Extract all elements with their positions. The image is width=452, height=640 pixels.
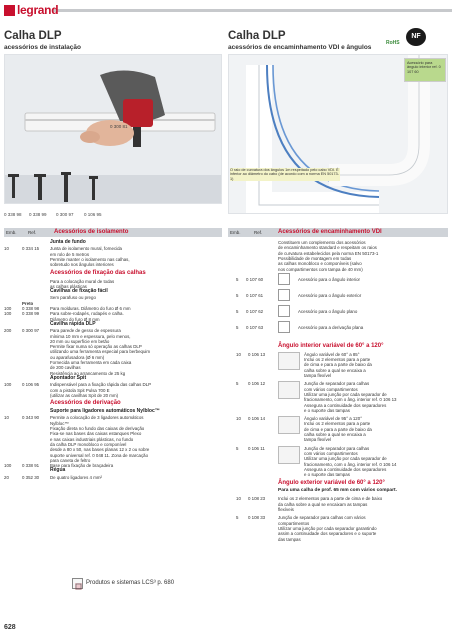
lcs-product-icon — [72, 578, 83, 589]
r-header-section: Acessórios de encaminhamento VDI — [278, 229, 382, 235]
cell-desc: fracionamento, com o âng. interior ref. 0 106 13 — [304, 397, 397, 403]
cell-ref: Preto — [22, 300, 34, 306]
dowels-svg — [4, 172, 222, 214]
cell-ref: 0 334 15 — [22, 246, 40, 252]
cell-ref: 0 338 98 — [22, 306, 40, 311]
cell-desc: calha sobre a qual se encaixa a — [304, 432, 366, 437]
code-0: 0 338 98 — [4, 212, 22, 217]
cell-desc: Régua — [50, 467, 66, 474]
cell-desc: de cima e para a parte de baixo da — [304, 362, 372, 368]
intro-line: de curvatura estabelecidos pela norma EN 50173-1 — [278, 250, 379, 256]
cell-desc: para caneta de feltro — [50, 457, 91, 463]
table-row — [4, 376, 222, 381]
cell-desc: Acessório para a derivação plana — [298, 324, 364, 330]
cell-desc: com vários compartimentos — [304, 450, 358, 456]
cell-desc: Sem parafuso ou prego — [50, 295, 96, 301]
table-row — [4, 393, 222, 398]
angle-thumbnail — [278, 352, 300, 370]
nf-badge: NF — [406, 28, 426, 46]
cell-desc: Fornecida uma ferramenta em cada caixa — [50, 360, 132, 365]
vdi-accessory-icon — [278, 305, 290, 317]
cell-emb: 100 — [4, 463, 12, 469]
cell-desc: de cima e para a parte de baixo da — [304, 426, 372, 432]
vdi-accessory-icon — [278, 321, 290, 333]
cell-desc: Suporte para ligadores automáticos Nylbloc™ — [50, 408, 160, 415]
vdi-accessory-icon — [278, 273, 290, 285]
vdi-row — [228, 325, 448, 343]
intro-line: as calhas monobloco e componíveis (salvo — [278, 261, 362, 267]
section-interior-angle: Ângulo interior variável de 60° a 120° — [278, 342, 384, 349]
cell-emb: 5 — [236, 308, 239, 314]
section-fixing: Acessórios de fixação das calhas — [50, 269, 146, 276]
cell-emb: 5 — [236, 381, 239, 387]
cell-desc: (utilizar as cavilhas Spit de 20 mm) — [50, 392, 119, 398]
cell-desc: compartimentos — [278, 520, 310, 526]
cell-desc: suporte universal ref. 0 048 11. Zona de marcação — [50, 452, 149, 458]
cell-desc: Apontador Spit — [50, 374, 87, 381]
cell-emb: 10 — [4, 415, 9, 421]
cell-desc: Para sobre-rodapés, rodapés e calha. — [50, 311, 124, 317]
cell-desc: De quatro ligadores 4 mm² — [50, 474, 102, 480]
cell-desc: as calhas plásticas — [50, 283, 87, 289]
cell-ref: 0 107 63 — [246, 324, 264, 330]
right-table-header — [228, 228, 448, 237]
cell-desc: Permite manter o isolamento nas calhas, — [50, 256, 130, 262]
legrand-logo — [4, 3, 58, 17]
cell-emb: 5 — [236, 515, 239, 521]
cell-desc: tampa flexível — [304, 437, 332, 443]
cell-emb: 5 — [236, 324, 239, 330]
section-derivation: Acessórios de derivação — [50, 400, 121, 407]
code-3: 0 106 95 — [84, 212, 102, 217]
cell-desc: Cavilhas de fixação fácil — [50, 288, 108, 295]
header-section: Acessórios de isolamento — [54, 229, 129, 235]
photo-note-1: Acessório para ângulo interior ref. 0 107 60 — [407, 61, 441, 74]
cell-ref: 0 343 90 — [22, 415, 40, 421]
cell-desc: Inclui os 2 elementos para a parte — [304, 357, 371, 363]
rohs-badge: RoHS — [386, 40, 400, 46]
cell-ref: 0 108 23 — [248, 496, 266, 502]
header-ref: Ref. — [28, 230, 37, 235]
cell-desc: sobretudo nos ângulos interiores — [50, 262, 114, 268]
cell-emb: 100 — [4, 382, 12, 388]
cell-desc: Diâmetro do furo Ø 8 mm — [50, 316, 100, 322]
r-header-ref: Ref. — [254, 230, 263, 235]
intro-line: Possibilidade de montagem em todas — [278, 255, 352, 261]
cell-ref: 0 106 95 — [22, 382, 40, 388]
cell-desc: e o suporte das tampas — [304, 472, 350, 478]
cell-ref: 0 107 62 — [246, 308, 264, 314]
cell-desc: 20 mm ou superfície em betão — [50, 338, 110, 344]
cell-ref: 0 108 33 — [248, 515, 266, 521]
cell-desc: Assegura a continuidade dos separadores — [304, 402, 387, 408]
cell-desc: da calha DLP monobloco e componível — [50, 441, 127, 447]
intro-line: Constituem um complemento dos acessórios — [278, 240, 366, 245]
cell-emb: 5 — [236, 292, 239, 298]
cell-desc: mínima 10 mm e espessura, pelo menos, — [50, 333, 131, 339]
cell-ref: 0 106 13 — [248, 351, 266, 357]
cell-ref: 0 300 97 — [22, 328, 40, 334]
cell-desc: Junção de separador para calhas — [304, 445, 370, 451]
table-row — [4, 475, 222, 480]
intro-line: de encaminhamento standard e respeitam os raios — [278, 245, 377, 251]
table-row — [4, 468, 222, 473]
photo-code: 0 300 81 — [110, 124, 128, 129]
cell-emb: 100 — [4, 306, 12, 311]
cell-desc: Acessório para o ângulo plano — [298, 308, 358, 314]
cell-desc: Para a colocação mural de todas — [50, 278, 115, 284]
cell-desc: Inclui os 2 elementos para a parte — [304, 421, 371, 427]
cell-desc: Utilizar uma junção por cada separador de — [304, 456, 387, 462]
photo-note-2: O raio de curvatura dos ângulos 1m respeitado pelo cabo VDI. É inferior ao diâmetro do cabo (de acordo com a norma EN 50173-1) — [230, 168, 339, 181]
footnote-link[interactable]: Produtos e sistemas LCS³ p. 680 — [86, 580, 175, 586]
right-subtitle: acessórios de encaminhamento VDI e ângulos — [228, 44, 372, 51]
cell-desc: Assegura a continuidade dos separadores — [304, 466, 387, 472]
cell-desc: Ângulo variável de 60° a 85° — [304, 351, 360, 357]
cell-desc: da calha sobre a qual se encaixam as tampas — [278, 501, 368, 507]
left-subtitle: acessórios de instalação — [4, 44, 81, 51]
logo-square-icon — [4, 5, 15, 16]
cell-desc: Utilizar uma junção por cada separador garantindo — [278, 525, 377, 531]
cell-ref: 0 338 99 — [22, 311, 40, 317]
cell-emb: 10 — [4, 246, 9, 252]
cell-desc: Fixação direta no fundo das caixas de derivação — [50, 426, 145, 431]
top-rule — [52, 9, 452, 12]
table-row — [4, 240, 222, 245]
cell-desc: desde a 80 x 50, nas bases planas 12 x 2 ou sobre — [50, 447, 150, 453]
cell-desc: Resistência ao arrancamento de 25 kg — [50, 370, 126, 376]
cell-desc: Inclui os 2 elementos para a parte de cima e de baixo — [278, 496, 383, 502]
angle-thumbnail — [278, 416, 300, 434]
photo-note-1-box — [404, 58, 446, 82]
cell-ref: 0 352 30 — [22, 474, 40, 480]
cell-desc: Permite fixar numa só operação as calhas DLP — [50, 344, 142, 350]
cell-desc: flexíveis — [278, 507, 294, 512]
section-exterior-angle: Ângulo exterior variável de 60° a 120° — [278, 480, 385, 487]
cell-desc: com a pistola Spit Pulsa 700 E — [50, 387, 110, 393]
table-row — [4, 262, 222, 267]
cell-desc: Para parede de gesso de espessura — [50, 328, 121, 334]
cell-desc: utilizando uma ferramenta especial para berbequim — [50, 349, 151, 355]
cell-emb: 10 — [236, 416, 241, 422]
cell-desc: das tampas — [278, 536, 301, 542]
cell-desc: em rolo de 5 metros — [50, 251, 90, 257]
cell-emb: 10 — [236, 496, 241, 502]
cell-desc: Junção de separador para calhas com vários — [278, 515, 366, 521]
table-row — [4, 409, 222, 414]
r-header-emb: Emb. — [230, 230, 241, 235]
table-row — [4, 289, 222, 294]
code-2: 0 300 97 — [56, 212, 74, 217]
cell-ref: 0 107 61 — [246, 292, 264, 298]
header-emb: Emb. — [6, 230, 17, 235]
page-number: 628 — [4, 624, 16, 631]
code-1: 0 338 99 — [29, 212, 47, 217]
logo-text: legrand — [17, 3, 59, 17]
cell-desc: ou aparafusadora (Ø 6 mm) — [50, 354, 105, 360]
cell-desc: Junção de separador para calhas — [304, 381, 370, 387]
cell-emb: 200 — [4, 328, 12, 334]
cell-emb: 5 — [236, 445, 239, 451]
cell-ref: 0 338 91 — [22, 463, 40, 469]
cell-desc: fracionamento, com o âng. interior ref. 0 106 14 — [304, 461, 397, 467]
cell-desc: Junta de isolamento mural, fornecida — [50, 246, 122, 252]
cell-desc: Acessório para o ângulo interior — [298, 276, 360, 282]
table-row — [4, 322, 222, 327]
cell-emb: 5 — [236, 276, 239, 282]
cell-emb: 20 — [4, 474, 9, 480]
cell-desc: assim a continuidade dos separadores e o suporte — [278, 531, 377, 537]
product-thumbnails — [4, 172, 222, 214]
cell-ref: 0 106 14 — [248, 416, 266, 422]
angle-thumbnail — [278, 446, 300, 464]
cell-desc: Para molduras. Diâmetro do furo Ø 6 mm — [50, 306, 131, 311]
cell-ref: 0 106 12 — [248, 381, 266, 387]
cell-desc: Utilizar uma junção por cada separador de — [304, 391, 387, 397]
cell-emb: 100 — [4, 311, 12, 317]
cell-desc: Base para fixação de braçadeira — [50, 463, 114, 469]
cell-desc: Indispensável para a fixação rápida das calhas DLP — [50, 382, 152, 388]
intro-line: nos compartimentos com tampa de 40 mm) — [278, 266, 363, 272]
cell-desc: Junta de fundo — [50, 239, 86, 245]
cell-desc: Fixa-se nas bases das caixas estanques Plexo — [50, 431, 142, 437]
cell-desc: Acessório para o ângulo exterior — [298, 292, 362, 298]
cell-emb: 10 — [236, 351, 241, 357]
left-heading — [4, 30, 222, 51]
cell-desc: Cavilha rápida DLP — [50, 320, 96, 327]
exterior-title: Para uma calha de prof. 65 mm com vários compart. — [278, 488, 397, 494]
top-bar — [0, 0, 452, 20]
vdi-accessory-icon — [278, 289, 290, 301]
cell-ref: 0 107 60 — [246, 276, 264, 282]
cell-desc: e nas caixas industriais plásticas, no fundo — [50, 436, 134, 442]
right-title: Calha DLP — [228, 30, 286, 42]
angle-thumbnail — [278, 381, 300, 399]
cell-desc: Permite a colocação de 3 ligadores automáticos — [50, 415, 144, 421]
cell-desc: calha sobre a qual se encaixa a — [304, 367, 366, 373]
cell-desc: tampa flexível — [304, 373, 332, 378]
cell-desc: com vários compartimentos — [304, 386, 358, 392]
cell-desc: Nylbloc™ — [50, 420, 69, 426]
cell-desc: de 200 cavilhas — [50, 365, 81, 371]
cell-ref: 0 106 11 — [248, 445, 265, 451]
cell-desc: Ângulo variável de 95° a 120° — [304, 416, 362, 422]
cell-desc: e o suporte das tampas — [304, 407, 350, 413]
left-table-header — [4, 228, 222, 237]
left-title: Calha DLP — [4, 30, 62, 42]
